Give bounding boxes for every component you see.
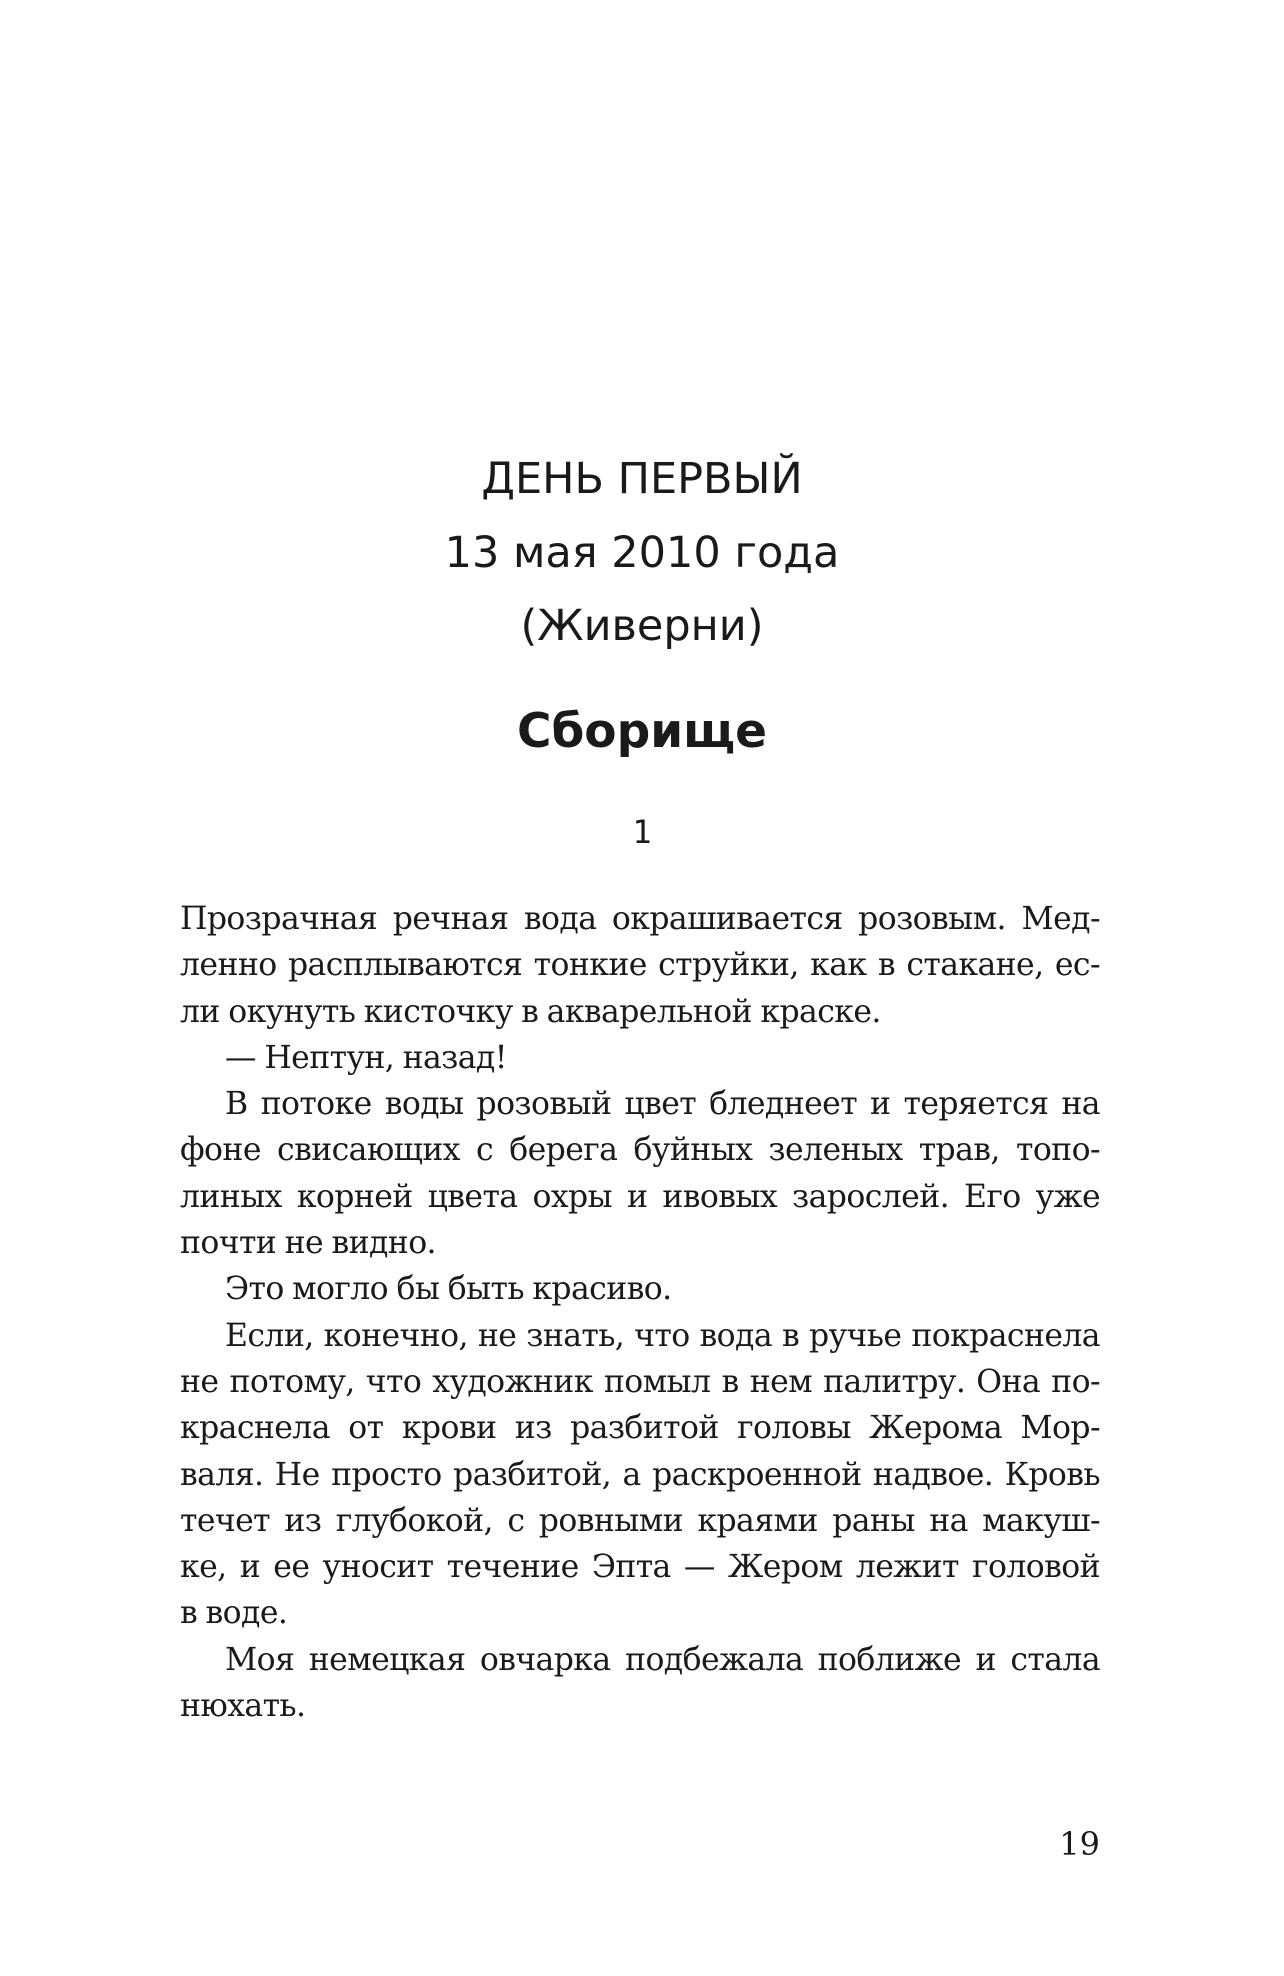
chapter-title: Сборище — [516, 704, 767, 759]
paragraph-5 — [180, 1313, 1100, 1637]
text-line: нюхать. — [180, 1688, 306, 1725]
text-line: не потому, что художник помыл в нем палитру. Она по- — [180, 1363, 1100, 1400]
paragraph-2 — [180, 1035, 1100, 1081]
paragraph-4 — [180, 1266, 1100, 1312]
section-number: 1 — [632, 813, 652, 851]
date-heading — [0, 528, 1284, 578]
text-line: В потоке воды розовый цвет бледнеет и теряется на — [225, 1086, 1100, 1123]
day-heading — [0, 454, 1284, 504]
body-text — [180, 896, 1100, 1729]
page-number: 19 — [1059, 1825, 1100, 1863]
text-line: Это могло бы быть красиво. — [225, 1271, 672, 1308]
text-line: Моя немецкая овчарка подбежала поближе и стала — [225, 1641, 1100, 1678]
text-line: Прозрачная речная вода окрашивается розовым. Мед- — [180, 901, 1100, 937]
text-line: краснела от крови из разбитой головы Жерома Мор- — [180, 1410, 1100, 1447]
place-heading — [0, 601, 1284, 651]
text-line: валя. Не просто разбитой, а раскроенной надвое. Кровь — [180, 1456, 1100, 1493]
place-heading-text: (Живерни) — [520, 601, 764, 651]
text-line: ленно расплываются тонкие струйки, как в стакане, ес- — [180, 947, 1100, 984]
text-line: — Нептун, назад! — [225, 1039, 507, 1076]
text-line: течет из глубокой, с ровными краями раны на макуш- — [180, 1502, 1100, 1539]
text-line: ли окунуть кисточку в акварельной краске. — [180, 993, 881, 1030]
day-heading-text: ДЕНЬ ПЕРВЫЙ — [481, 454, 803, 504]
paragraph-1 — [180, 896, 1100, 1035]
paragraph-3 — [180, 1081, 1100, 1266]
text-line: в воде. — [180, 1595, 288, 1632]
text-line: линых корней цвета охры и ивовых зарослей. Его уже — [180, 1178, 1100, 1215]
paragraph-6 — [180, 1637, 1100, 1730]
text-line: почти не видно. — [180, 1225, 436, 1262]
text-line: фоне свисающих с берега буйных зеленых трав, топо- — [180, 1132, 1100, 1169]
text-line: Если, конечно, не знать, что вода в ручье покраснела — [225, 1317, 1100, 1354]
date-heading-text: 13 мая 2010 года — [444, 528, 840, 578]
text-line: ке, и ее уносит течение Эпта — Жером лежит головой — [180, 1549, 1100, 1586]
